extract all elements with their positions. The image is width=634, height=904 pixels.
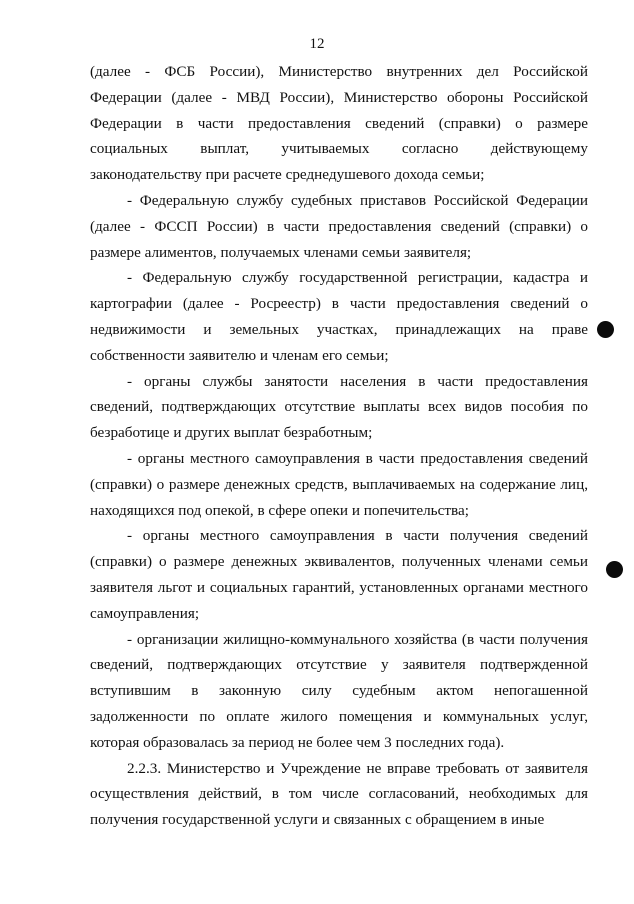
paragraph-rosreestr: - Федеральную службу государственной регистрации, кадастра и картографии (далее - Росреестр) в части предоставления сведений о недвижимости и земельных участках, принадлежащих на праве собственности заявителю и членам его семьи; [90, 269, 588, 364]
page-number: 12 [309, 36, 325, 52]
paragraph-2-2-3: 2.2.3. Министерство и Учреждение не вправе требовать от заявителя осуществления действий, в том числе согласований, необходимых для получения государственной услуги и связанных с обращением в иные [90, 759, 588, 829]
paragraph-fssp: - Федеральную службу судебных приставов Российской Федерации (далее - ФССП России) в части предоставления сведений (справки) о размере алиментов, получаемых членами семьи заявителя; [90, 191, 588, 261]
binder-hole-mark [606, 561, 623, 578]
paragraph-local-government-guardianship: - органы местного самоуправления в части предоставления сведений (справки) о размере денежных средств, выплачиваемых на содержание лиц, находящихся под опекой, в сфере опеки и попечительства; [90, 449, 588, 519]
paragraph-continuation: (далее - ФСБ России), Министерство внутренних дел Российской Федерации (далее - МВД России), Министерство обороны Российской Федерации в части предоставления сведений (справки) о размере социальных выплат, учитываемых согласно действующему законодательству при расчете среднедушевого дохода семьи; [90, 63, 588, 184]
paragraph-local-government-benefits: - органы местного самоуправления в части получения сведений (справки) о размере денежных эквивалентов, полученных членами семьи заявителя льгот и социальных гарантий, установленных органами местного самоуправления; [90, 527, 588, 622]
document-body [90, 59, 588, 833]
paragraph-employment-service: - органы службы занятости населения в части предоставления сведений, подтверждающих отсутствие выплаты всех видов пособия по безработице и других выплат безработным; [90, 372, 588, 442]
binder-hole-mark [597, 321, 614, 338]
paragraph-housing-utilities: - организации жилищно-коммунального хозяйства (в части получения сведений, подтверждающих отсутствие у заявителя подтвержденной вступившим в законную силу судебным актом непогашенной задолженности по оплате жилого помещения и коммунальных услуг, которая образовалась за период не более чем 3 последних года). [90, 630, 588, 751]
